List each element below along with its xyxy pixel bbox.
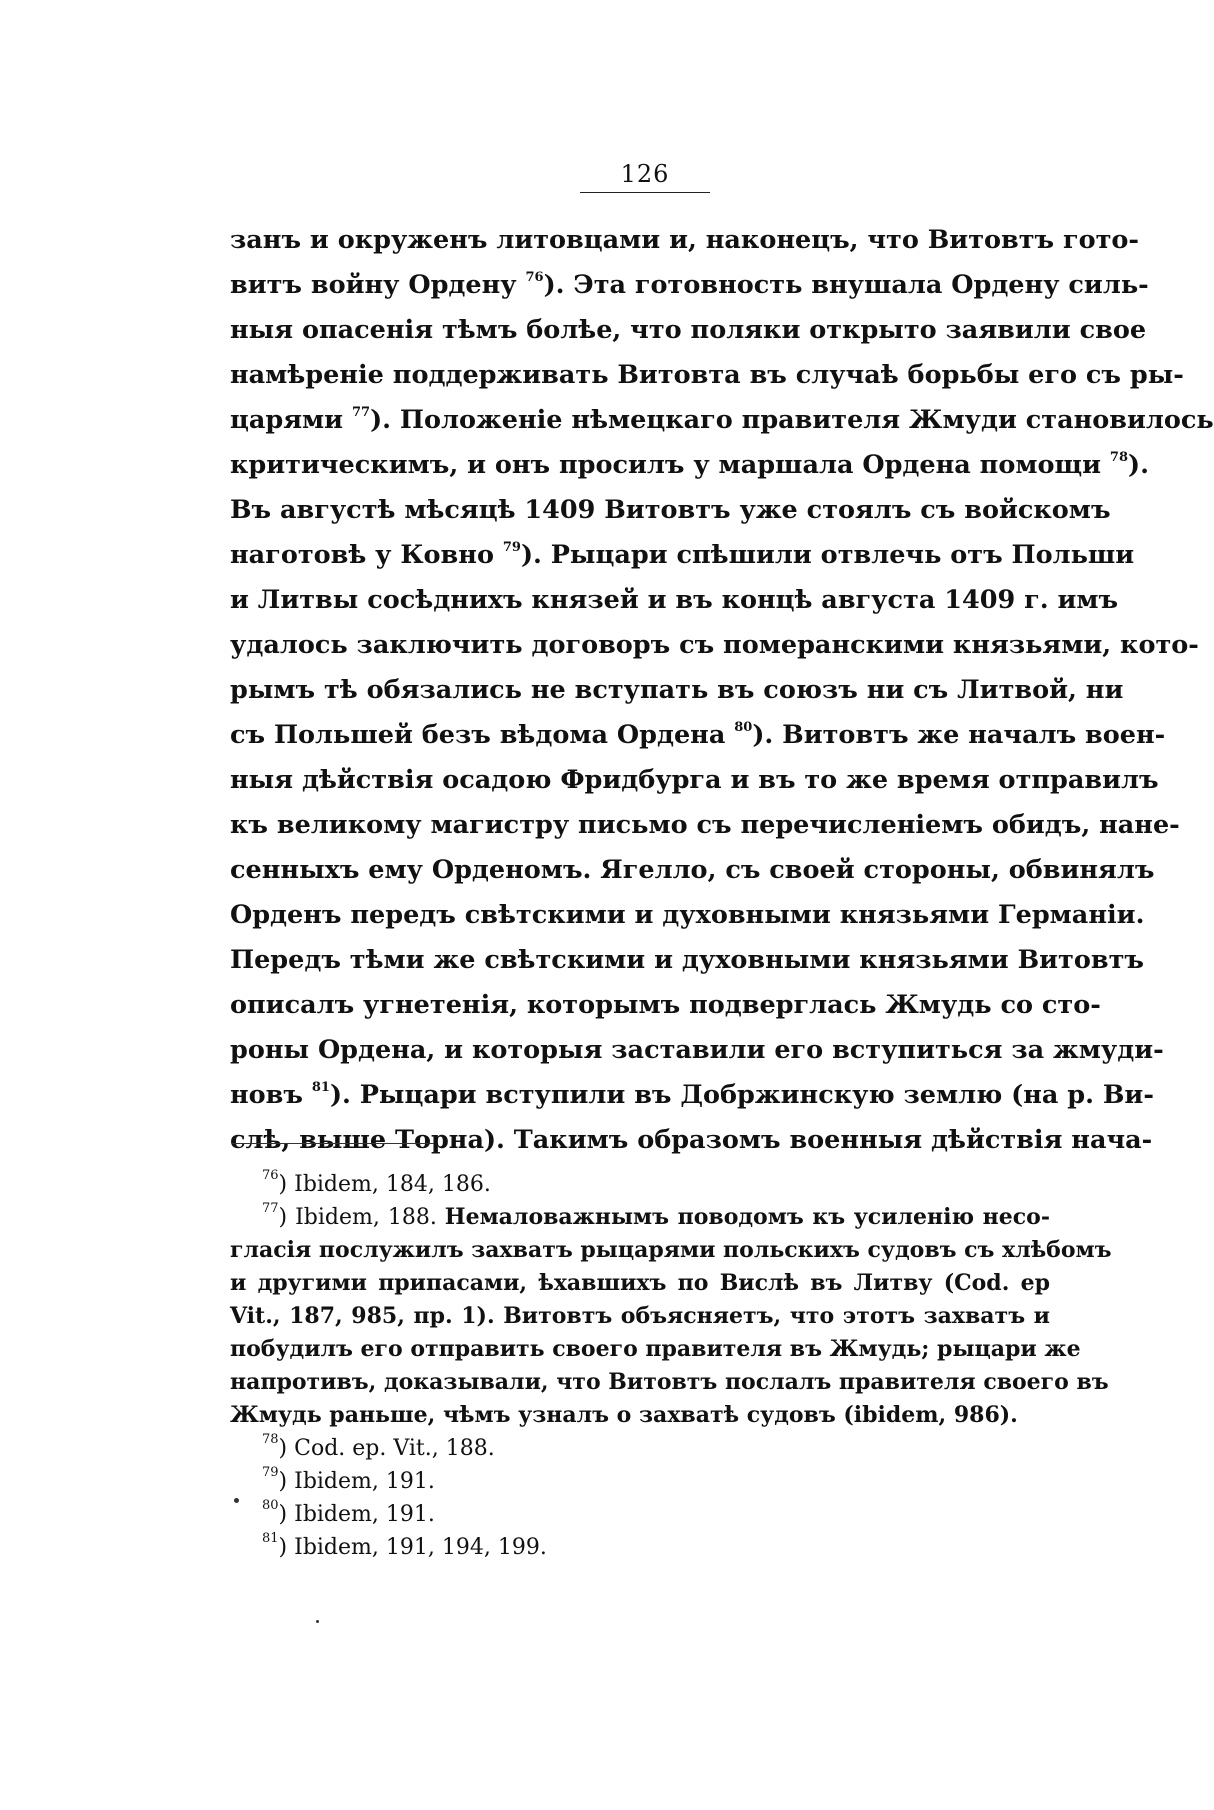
footnote-line	[230, 1300, 1050, 1333]
body-line	[230, 353, 1184, 398]
footnote-number: 80	[262, 1498, 279, 1513]
body-line-text: ныя дѣйствія осадою Фридбурга и въ то же время отправилъ	[230, 765, 1159, 795]
footnote-separator	[232, 1143, 434, 1144]
body-line	[230, 218, 1139, 263]
body-line	[230, 848, 1155, 893]
footnote-line	[230, 1498, 1050, 1531]
body-line	[230, 308, 1147, 353]
footnote-line	[230, 1366, 1109, 1399]
footnote-text: Vit., 187, 985, пр. 1). Витовтъ объясняетъ, что этотъ захватъ и	[230, 1303, 1050, 1329]
footnote-line	[230, 1531, 1050, 1564]
body-text	[230, 218, 1214, 1163]
footnote-line	[230, 1267, 1050, 1300]
footnote-number: 78	[262, 1432, 279, 1447]
footnote-text: Жмудь раньше, чѣмъ узналъ о захватѣ судовъ (ibidem, 986).	[230, 1402, 1018, 1428]
body-line	[230, 803, 1180, 848]
footnote-citation: ) Ibidem, 188.	[278, 1205, 445, 1230]
footnote-citation: ) Ibidem, 191, 194, 199.	[278, 1535, 547, 1560]
body-line	[230, 983, 1101, 1028]
footnote-text: гласія послужилъ захватъ рыцарями польскихъ судовъ съ хлѣбомъ	[230, 1237, 1112, 1263]
footnote-line	[230, 1333, 1081, 1366]
body-line-text: сенныхъ ему Орденомъ. Ягелло, съ своей стороны, обвинялъ	[230, 855, 1155, 885]
footnote-reference: 80	[734, 720, 753, 735]
footnote-line	[230, 1201, 1050, 1234]
footnote-line	[230, 1432, 1050, 1465]
footnote-reference: 79	[502, 540, 521, 555]
body-line	[230, 1118, 1153, 1163]
body-line-text: ). Рыцари вступили въ Добржинскую землю (на р. Ви-	[329, 1080, 1154, 1110]
footnote-text: и другими припасами, ѣхавшихъ по Вислѣ въ Литву (Cod. ep	[230, 1270, 1050, 1296]
body-line	[230, 263, 1149, 308]
footnote-line	[230, 1234, 1112, 1267]
footnote-reference: 77	[351, 405, 371, 420]
footnote-reference: 76	[525, 270, 544, 285]
footnote-line	[230, 1465, 1050, 1498]
footnote-citation: ) Ibidem, 184, 186.	[278, 1172, 491, 1197]
body-line	[230, 578, 1119, 623]
body-line-text: къ великому магистру письмо съ перечисленіемъ обидъ, нане-	[230, 810, 1180, 840]
footnote-citation: ) Cod. ep. Vit., 188.	[278, 1436, 495, 1461]
footnote-number: 81	[262, 1531, 279, 1546]
body-line-text: и Литвы сосѣднихъ князей и въ концѣ августа 1409 г. имъ	[230, 585, 1119, 615]
footnote-citation: ) Ibidem, 191.	[278, 1469, 435, 1494]
body-line-text: ныя опасенія тѣмъ болѣе, что поляки открыто заявили свое	[230, 315, 1147, 345]
body-line	[230, 668, 1124, 713]
body-line-text: Орденъ передъ свѣтскими и духовными князьями Германіи.	[230, 900, 1145, 930]
footnote-reference: 81	[311, 1080, 330, 1095]
body-line	[230, 443, 1149, 488]
body-line	[230, 758, 1159, 803]
body-line-text: Въ августѣ мѣсяцѣ 1409 Витовтъ уже стоялъ съ войскомъ	[230, 495, 1111, 525]
body-line-text: Передъ тѣми же свѣтскими и духовными князьями Витовтъ	[230, 945, 1144, 975]
body-line	[230, 623, 1199, 668]
body-line-text: витъ войну Ордену	[230, 270, 526, 300]
body-line	[230, 893, 1145, 938]
body-line-text: описалъ угнетенія, которымъ подверглась Жмудь со сто-	[230, 990, 1101, 1020]
body-line-text: слѣ, выше Торна). Такимъ образомъ военныя дѣйствія нача-	[230, 1125, 1153, 1155]
body-line-text: ). Рыцари спѣшили отвлечь отъ Польши	[520, 540, 1135, 570]
footnote-citation: ) Ibidem, 191.	[278, 1502, 435, 1527]
footnote-number: 79	[262, 1465, 279, 1480]
body-line	[230, 533, 1135, 578]
body-line-text: намѣреніе поддерживать Витовта въ случаѣ борьбы его съ ры-	[230, 360, 1184, 390]
body-line-text: новъ	[230, 1080, 312, 1110]
body-line-text: роны Ордена, и которыя заставили его вступиться за жмуди-	[230, 1035, 1164, 1065]
body-line-text: ). Эта готовность внушала Ордену силь-	[543, 270, 1149, 300]
page-number: 126	[580, 160, 710, 193]
footnote-reference: 78	[1109, 450, 1128, 465]
body-line-text: ). Витовтъ же началъ воен-	[752, 720, 1166, 750]
body-line-text: царями	[230, 405, 352, 435]
body-line	[230, 1028, 1164, 1073]
body-line-text: наготовѣ у Ковно	[230, 540, 503, 570]
footnote-text: напротивъ, доказывали, что Витовтъ послалъ правителя своего въ	[230, 1369, 1109, 1395]
footnote-text: побудилъ его отправить своего правителя въ Жмудь; рыцари же	[230, 1336, 1081, 1362]
body-line-text: критическимъ, и онъ просилъ у маршала Ордена помощи	[230, 450, 1110, 480]
body-line-text: ). Положеніе нѣмецкаго правителя Жмуди становилось	[370, 405, 1214, 435]
body-line	[230, 1073, 1154, 1118]
footnote-text: Немаловажнымъ поводомъ къ усиленію несо-	[444, 1204, 1050, 1230]
scan-speck	[234, 1498, 239, 1503]
body-line-text: съ Польшей безъ вѣдома Ордена	[230, 720, 735, 750]
body-line-text: удалось заключить договоръ съ померанскими князьями, кото-	[230, 630, 1199, 660]
body-line-text: рымъ тѣ обязались не вступать въ союзъ ни съ Литвой, ни	[230, 675, 1124, 705]
body-line	[230, 488, 1111, 533]
footnote-number: 77	[262, 1201, 279, 1216]
footnote-number: 76	[262, 1168, 279, 1183]
footnote-line	[230, 1399, 1050, 1432]
body-line-text: ).	[1128, 450, 1149, 480]
body-line	[230, 713, 1166, 758]
body-line	[230, 938, 1144, 983]
body-line	[230, 398, 1214, 443]
scan-speck	[316, 1620, 319, 1623]
footnote-line	[230, 1168, 1050, 1201]
footnotes	[230, 1168, 1112, 1564]
body-line-text: занъ и окруженъ литовцами и, наконецъ, что Витовтъ гото-	[230, 225, 1139, 255]
